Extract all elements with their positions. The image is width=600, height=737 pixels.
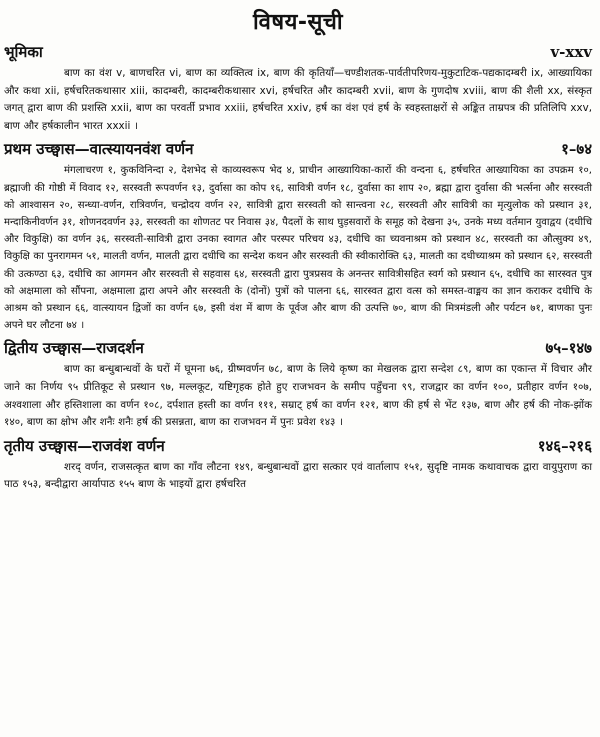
- page-range: १–७४: [561, 140, 592, 159]
- section-heading: [4, 338, 592, 358]
- section-contents: मंगलाचरण १, कुकविनिन्दा २, देशभेद से काव्यस्वरूप भेद ४, प्राचीन आख्यायिका-कारों की वन्दना ६, हर्षचरित आख्यायिका का उपक्रम १०, ब्रह्माजी की गोष्ठी में विवाद १२, सरस्वती रूपवर्णन १३, दुर्वासा का कोप १६, सावित्री वर्णन १८, दुर्वासा का शाप २०, ब्रह्मा द्वारा दुर्वासा की भर्त्सना और सरस्वती को आश्वासन २०, सन्ध्या-वर्णन, रात्रिवर्णन, चन्द्रोदय वर्णन २२, सावित्री द्वारा सरस्वती को सान्त्वना २८, सरस्वती और सावित्री का मृत्युलोक को प्रस्थान ३१, मन्दाकिनीवर्णन ३१, शोणनदवर्णन ३३, सरस्वती का शोणतट पर निवास ३४, पैदलों के साथ घुड़सवारों के समूह को देखना ३५, उनके मध्य वर्तमान युवाद्वय (दधीचि और विकुक्षि) का वर्णन ३६, सरस्वती-सावित्री द्वारा उनका स्वागत और परस्पर परिचय ४३, दधीचि का च्यवनाश्रम को प्रस्थान ४८, सरस्वती का औत्सुक्य ४९, विकुक्षि का पुनरागमन ५१, मालती वर्णन, मालती द्वारा दधीचि का सन्देश कथन और सरस्वती की स्वीकारोक्ति ६३, मालती का दधीच्याश्रम को प्रस्थान ६२, सरस्वती की उत्कण्ठा ६३, दधीचि का आगमन और सरस्वती से सहवास ६४, सरस्वती द्वारा पुत्रप्रसव के अनन्तर सावित्रीसहित स्वर्ग को प्रस्थान ६५, दधीचि का सारस्वत पुत्र को अक्षमाला को सौंपना, अक्षमाला द्वारा अपने और सरस्वती के (दोनों) पुत्रों को पालना ६६, सारस्वत द्वारा वत्स को समस्त-वाङ्मय का ज्ञान कराकर दधीचि के आश्रम को प्रस्थान ६६, वात्स्यायन द्विजों का वर्णन ६७, इसी वंश में बाण के पूर्वज और बाण की उत्पत्ति ७०, बाण की मित्रमंडली और पर्यटन ७१, बाणका पुनः अपने घर लौटना ७४ ।: [4, 165, 593, 332]
- section-title: भूमिका: [4, 43, 43, 61]
- page-range: v-xxv: [550, 43, 592, 61]
- section-tritiya-uchchhvas: [4, 436, 592, 494]
- section-contents: शरद् वर्णन, राजसत्कृत बाण का गाँव लौटना १४९, बन्धुबान्धवों द्वारा सत्कार एवं वार्तालाप १५१, सुदृष्टि नामक कथावाचक द्वारा वायुपुराण का पाठ १५३, बन्दीद्वारा आर्यापाठ १५५ बाण के भाइयों द्वारा हर्षचरित: [4, 460, 592, 491]
- section-contents: बाण का बन्धुबान्धवों के घरों में घूमना ७६, ग्रीष्मवर्णन ७८, बाण के लिये कृष्ण का मेखलक द्वारा सन्देश ८९, बाण का एकान्त में विचार और जाने का निर्णय ९५ प्रीतिकूट से प्रस्थान ९७, मल्लकूट, यष्टिगृहक होते हुए राजभवन के समीप पहुँचना ९९, राजद्वार का वर्णन १००, प्रतीहार वर्णन १०७, अश्वशाला और हस्तिशाला का वर्णन १०८, दर्पशात हस्ती का वर्णन १११, सम्राट् हर्ष का वर्णन १२१, बाण की हर्ष से भेंट १३७, बाण और हर्ष की नोक-झोंक १४०, बाण का क्षोभ और शनैः शनैः हर्ष की प्रसन्नता, बाण का राजभवन में पुनः प्रवेश १४३ ।: [4, 363, 592, 429]
- section-contents: बाण का वंश v, बाणचरित vi, बाण का व्यक्तित्व ix, बाण की कृतियाँ—चण्डीशतक-पार्वतीपरिणय-मुकुटाटिक-पद्यकादम्बरी ix, आख्यायिका और कथा xii, हर्षचरितकथासार xiii, कादम्बरी, कादम्बरीकथासार xvi, हर्षचरित और कादम्बरी xvii, बाण के गुणदोष xviii, बाण की शैली xx, संस्कृत जगत् द्वारा बाण की प्रशस्ति xxii, बाण का परवर्ती प्रभाव xxiii, हर्षचरित xxiv, हर्ष का वंश एवं हर्ष के स्वहस्ताक्षरों से अङ्कित ताम्रपत्र की प्रतिलिपि xxv, बाण और हर्षकालीन भारत xxxii ।: [4, 67, 592, 132]
- page-range: १४६–२१६: [537, 436, 592, 455]
- page-range: ७५–१४७: [545, 339, 592, 358]
- section-heading: [4, 42, 592, 62]
- section-heading: [4, 436, 592, 456]
- section-pratham-uchchhvas: [4, 139, 592, 334]
- page-title: विषय-सूची: [252, 10, 344, 35]
- section-title: तृतीय उच्छ्वास—राजवंश वर्णन: [4, 436, 165, 455]
- section-title: प्रथम उच्छ्वास—वात्स्यायनवंश वर्णन: [4, 140, 194, 159]
- section-bhumika: [4, 42, 592, 135]
- section-heading: [4, 139, 592, 159]
- section-title: द्वितीय उच्छ्वास—राजदर्शन: [4, 339, 144, 358]
- section-dvitiya-uchchhvas: [4, 338, 592, 431]
